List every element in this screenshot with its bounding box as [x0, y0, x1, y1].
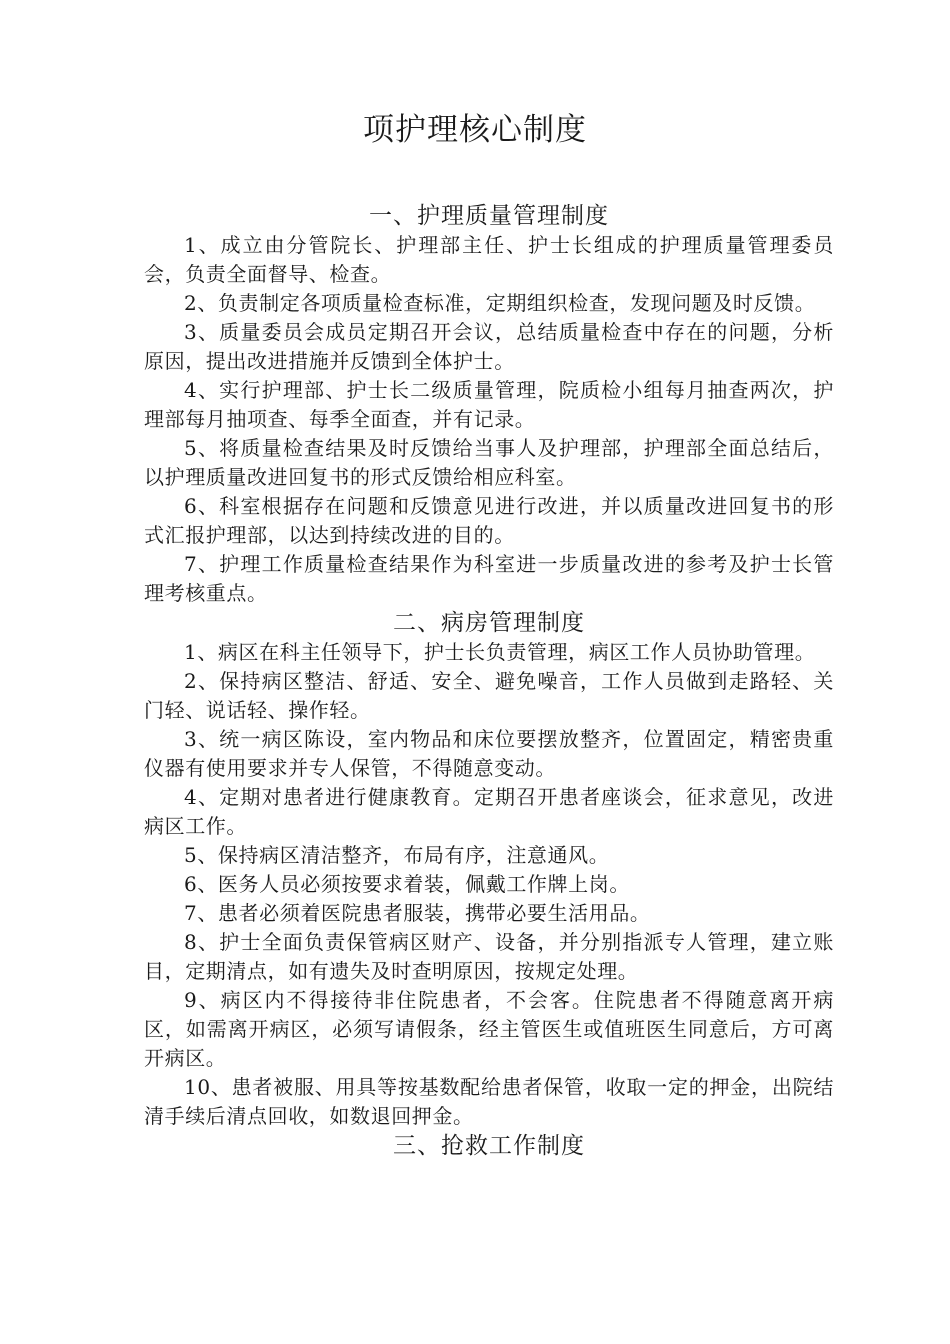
list-item: 5、将质量检查结果及时反馈给当事人及护理部，护理部全面总结后，以护理质量改进回复书的形式反馈给相应科室。 — [144, 436, 834, 489]
list-item: 4、实行护理部、护士长二级质量管理，院质检小组每月抽查两次，护理部每月抽项查、每季全面查，并有记录。 — [144, 378, 834, 431]
list-item: 3、统一病区陈设，室内物品和床位要摆放整齐，位置固定，精密贵重仪器有使用要求并专人保管，不得随意变动。 — [144, 727, 834, 780]
list-item: 4、定期对患者进行健康教育。定期召开患者座谈会，征求意见，改进病区工作。 — [144, 785, 834, 838]
list-item: 1、成立由分管院长、护理部主任、护士长组成的护理质量管理委员会，负责全面督导、检查。 — [144, 233, 834, 286]
list-item: 9、病区内不得接待非住院患者，不会客。住院患者不得随意离开病区，如需离开病区，必须写请假条，经主管医生或值班医生同意后，方可离开病区。 — [144, 988, 834, 1070]
list-item: 3、质量委员会成员定期召开会议，总结质量检查中存在的问题，分析原因，提出改进措施并反馈到全体护士。 — [144, 320, 834, 373]
list-item: 1、病区在科主任领导下，护士长负责管理，病区工作人员协助管理。 — [184, 640, 816, 664]
list-item: 7、护理工作质量检查结果作为科室进一步质量改进的参考及护士长管理考核重点。 — [144, 552, 834, 605]
page-title: 项护理核心制度 — [363, 112, 587, 148]
section-heading-ward: 二、病房管理制度 — [393, 610, 585, 636]
list-item: 2、负责制定各项质量检查标准，定期组织检查，发现问题及时反馈。 — [184, 291, 816, 315]
section-heading-quality: 一、护理质量管理制度 — [369, 203, 609, 229]
section-heading-rescue: 三、抢救工作制度 — [393, 1133, 585, 1159]
list-item: 10、患者被服、用具等按基数配给患者保管，收取一定的押金，出院结清手续后清点回收，如数退回押金。 — [144, 1075, 834, 1128]
list-item: 7、患者必须着医院患者服装，携带必要生活用品。 — [184, 901, 651, 925]
list-item: 8、护士全面负责保管病区财产、设备，并分别指派专人管理，建立账目，定期清点，如有遗失及时查明原因，按规定处理。 — [144, 930, 834, 983]
list-item: 2、保持病区整洁、舒适、安全、避免噪音，工作人员做到走路轻、关门轻、说话轻、操作轻。 — [144, 669, 834, 722]
document-body — [144, 201, 834, 1161]
list-item: 6、医务人员必须按要求着装，佩戴工作牌上岗。 — [184, 872, 630, 896]
list-item: 6、科室根据存在问题和反馈意见进行改进，并以质量改进回复书的形式汇报护理部，以达到持续改进的目的。 — [144, 494, 834, 547]
list-item: 5、保持病区清洁整齐，布局有序，注意通风。 — [184, 843, 610, 867]
